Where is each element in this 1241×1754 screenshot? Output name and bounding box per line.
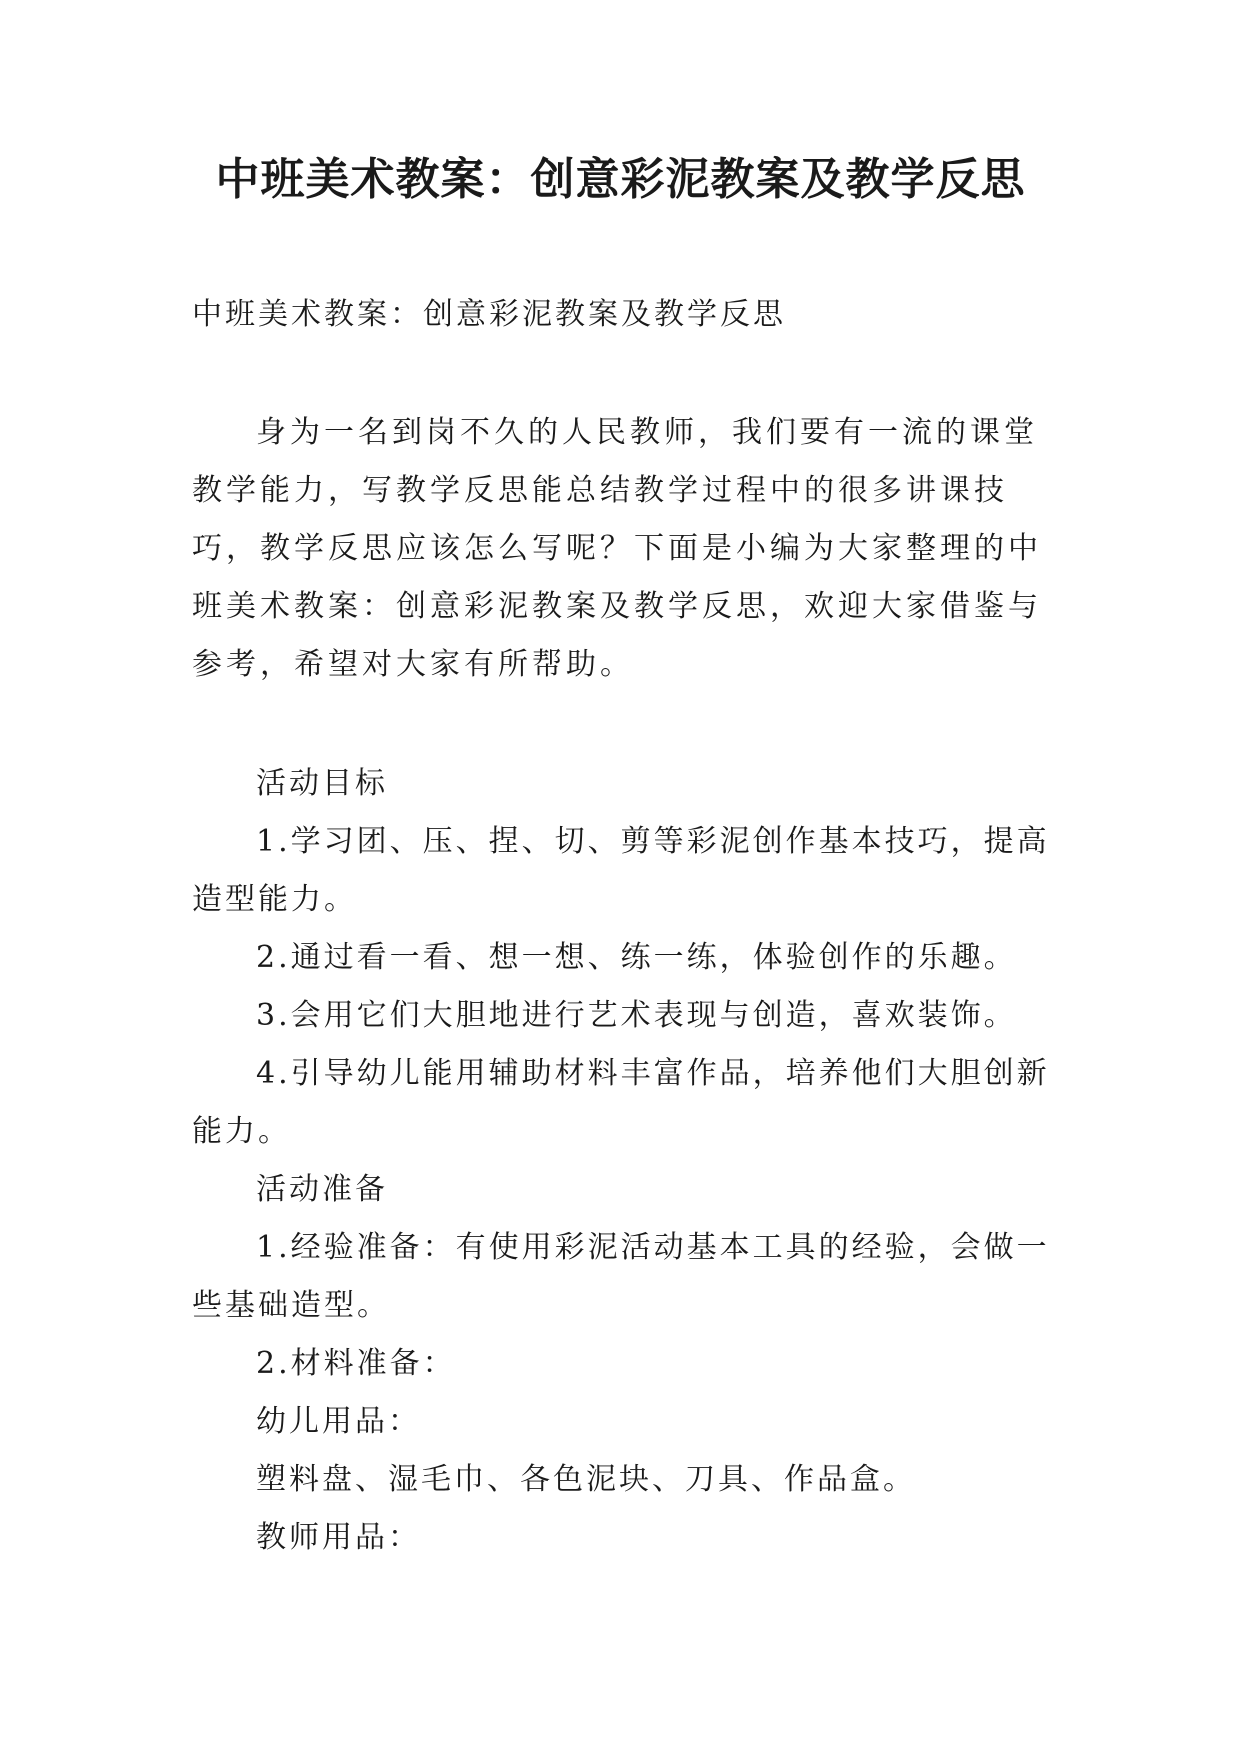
- intro-paragraph: 身为一名到岗不久的人民教师，我们要有一流的课堂教学能力，写教学反思能总结教学过程中的很多讲课技巧，教学反思应该怎么写呢？下面是小编为大家整理的中班美术教案：创意彩泥教案及教学反思，欢迎大家借鉴与参考，希望对大家有所帮助。: [192, 415, 1042, 682]
- goal-item-4: 4.引导幼儿能用辅助材料丰富作品，培养他们大胆创新能力。: [192, 1056, 1050, 1149]
- child-supplies-heading: 幼儿用品：: [256, 1404, 421, 1439]
- section-heading-activity-preparation: 活动准备: [256, 1172, 388, 1207]
- section-heading-activity-goals: 活动目标: [256, 766, 388, 801]
- preparation-item-2: 2.材料准备：: [256, 1346, 456, 1381]
- goal-item-2: 2.通过看一看、想一想、练一练，体验创作的乐趣。: [256, 940, 1017, 975]
- goal-item-1: 1.学习团、压、捏、切、剪等彩泥创作基本技巧，提高造型能力。: [192, 824, 1050, 917]
- document-subtitle: 中班美术教案：创意彩泥教案及教学反思: [192, 297, 786, 332]
- child-supplies-list: 塑料盘、湿毛巾、各色泥块、刀具、作品盒。: [256, 1462, 916, 1497]
- teacher-supplies-heading: 教师用品：: [256, 1520, 421, 1555]
- preparation-item-1: 1.经验准备：有使用彩泥活动基本工具的经验，会做一些基础造型。: [192, 1230, 1050, 1323]
- goal-item-3: 3.会用它们大胆地进行艺术表现与创造，喜欢装饰。: [256, 998, 1017, 1033]
- document-title: 中班美术教案：创意彩泥教案及教学反思: [215, 154, 1026, 205]
- document-content: [192, 755, 1052, 1567]
